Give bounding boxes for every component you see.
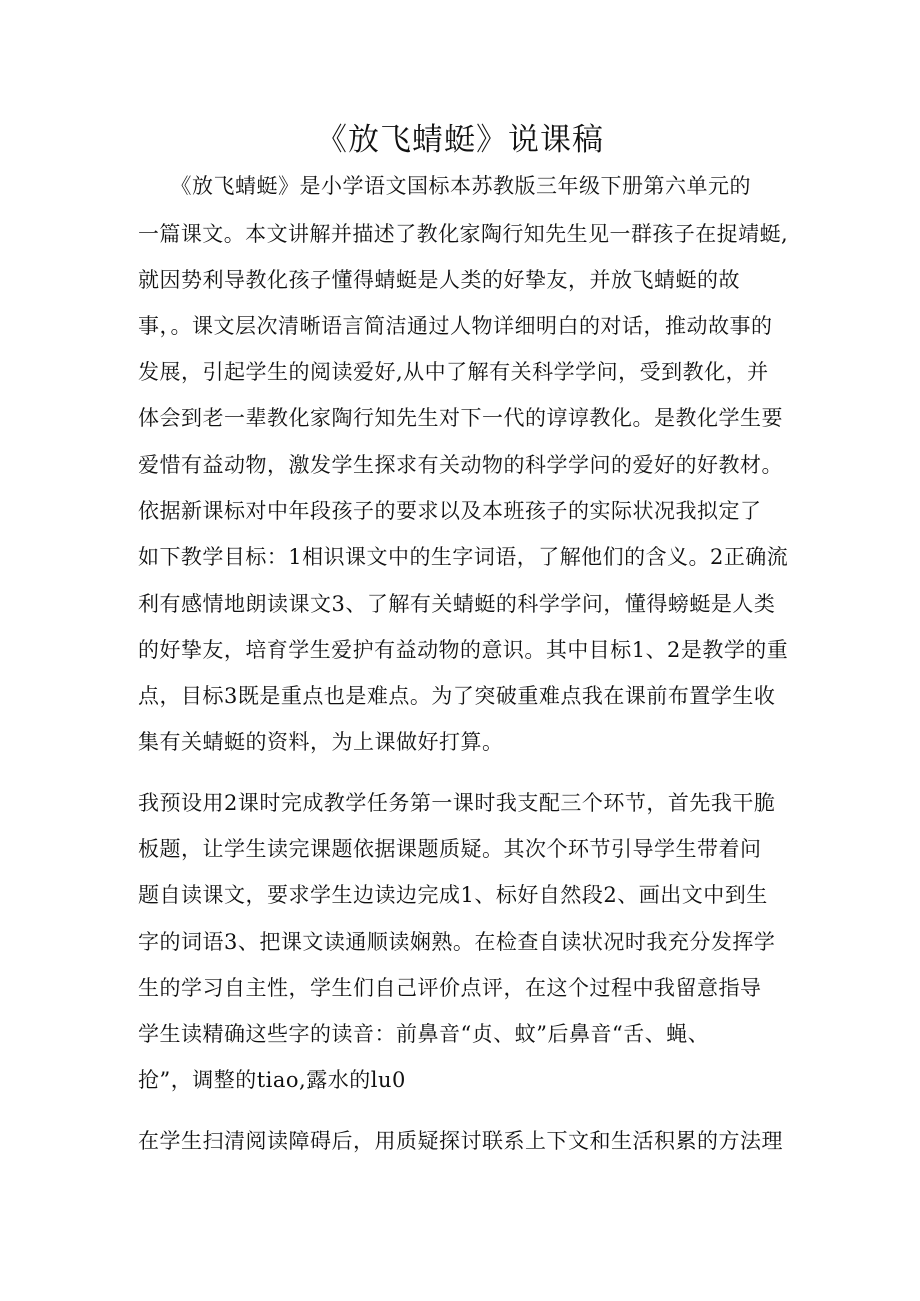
paragraph-line: 体会到老一辈教化家陶行知先生对下一代的谆谆教化。是教化学生要 [138, 406, 783, 430]
paragraph-line: 在学生扫清阅读障碍后，用质疑探讨联系上下文和生活积累的方法理 [138, 1129, 783, 1153]
paragraph-line: 利有感情地朗读课文3、了解有关蜻蜓的科学学问，懂得螃蜓是人类 [138, 592, 776, 616]
paragraph-line: 集有关蜻蜓的资料，为上课做好打算。 [138, 730, 504, 754]
paragraph-line: 抢”，调整的tiao,露水的lu0 [138, 1068, 406, 1092]
paragraph-line: 《放飞蜻蜓》是小学语文国标本苏教版三年级下册第六单元的 [138, 174, 751, 198]
document-title: 《放飞蜻蜓》说课稿 [316, 122, 604, 158]
paragraph-line: 事，。课文层次清晰语言简洁通过人物详细明白的对话，推动故事的 [138, 314, 773, 338]
paragraph-line: 题自读课文，要求学生边读边完成1、标好自然段2、画出文中到生 [138, 883, 768, 907]
paragraph-line: 爱惜有益动物，激发学生探求有关动物的科学学问的爱好的好教材。 [138, 453, 783, 477]
paragraph-line: 我预设用2课时完成教学任务第一课时我支配三个环节，首先我干脆 [138, 791, 776, 815]
paragraph-line: 字的词语3、把课文读通顺读娴熟。在检查自读状况时我充分发挥学 [138, 930, 776, 954]
paragraph-line: 发展，引起学生的阅读爱好,从中了解有关科学学问，受到教化，并 [138, 360, 769, 384]
paragraph-line: 生的学习自主性，学生们自己评价点评，在这个过程中我留意指导 [138, 976, 762, 1000]
paragraph-line: 如下教学目标：1相识课文中的生字词语，了解他们的含义。2正确流 [138, 545, 789, 569]
paragraph-line: 就因势利导教化孩子懂得蜻蜓是人类的好挚友，并放飞蜻蜓的故 [138, 268, 740, 292]
paragraph-line: 依据新课标对中年段孩子的要求以及本班孩子的实际状况我拟定了 [138, 499, 762, 523]
paragraph-line: 板题，让学生读完课题依据课题质疑。其次个环节引导学生带着问 [138, 837, 762, 861]
paragraph-line: 一篇课文。本文讲解并描述了教化家陶行知先生见一群孩子在捉靖蜓, [138, 222, 789, 246]
paragraph-line: 学生读精确这些字的读音：前鼻音“贞、蚊”后鼻音“舌、蝇、 [138, 1022, 710, 1046]
paragraph-line: 的好挚友，培育学生爱护有益动物的意识。其中目标1、2是教学的重 [138, 638, 789, 662]
paragraph-line: 点，目标3既是重点也是难点。为了突破重难点我在课前布置学生收 [138, 684, 776, 708]
